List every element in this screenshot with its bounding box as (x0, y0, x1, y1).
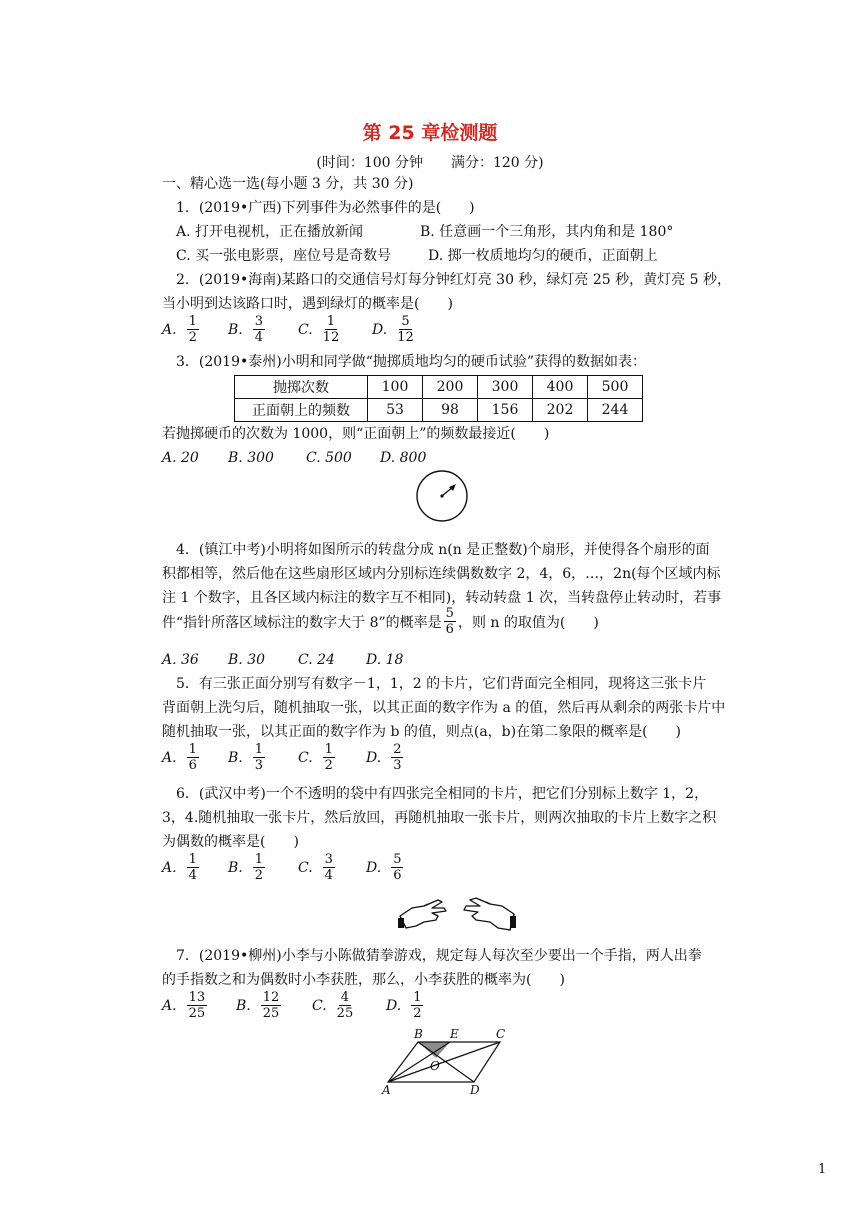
section-heading: 一、精心选一选(每小题 3 分，共 30 分) (162, 176, 414, 192)
q3-table (234, 375, 643, 422)
q4-line1: 4．(镇江中考)小明将如图所示的转盘分成 n(n 是正整数)个扇形，并使得各个扇形的面 (176, 542, 710, 558)
page-subtitle: (时间：100 分钟 满分：120 分) (316, 155, 544, 171)
q4-option-b: B. 30 (228, 652, 266, 668)
table-cell: 98 (423, 399, 478, 422)
q1-option-b: B. 任意画一个三角形，其内角和是 180° (420, 224, 674, 240)
table-cell: 300 (478, 376, 533, 399)
q7-line1: 7．(2019•柳州)小李与小陈做猜拳游戏，规定每人每次至少要出一个手指，两人出拳 (176, 948, 702, 964)
q7-option-d: D. $\frac{1}{2}$ (386, 990, 422, 1021)
q3-option-d: D. 800 (380, 450, 427, 466)
table-cell: 244 (588, 399, 643, 422)
label-c: C (496, 1027, 506, 1041)
q1-option-d: D. 掷一枚质地均匀的硬币，正面朝上 (428, 248, 658, 264)
q4-line4: 件“指针所落区域标注的数字大于 8”的概率是 $\frac{5}{6}$ ，则 n 的取值为( ) (162, 606, 599, 637)
q2-option-b: B. $\frac{3}{4}$ (228, 314, 264, 345)
label-b: B (414, 1027, 423, 1041)
table-row (235, 399, 643, 422)
hands-illustration (398, 894, 516, 938)
q4-option-d: D. 18 (366, 652, 404, 668)
page-number: 1 (818, 1162, 827, 1177)
label-a: A (382, 1083, 391, 1096)
label-e: E (450, 1027, 459, 1041)
q4-line3: 注 1 个数字，且各区域内标注的数字互不相同)，转动转盘 1 次，当转盘停止转动时，若事 (162, 590, 722, 606)
table-cell: 正面朝上的频数 (235, 399, 368, 422)
q1-stem: 1．(2019•广西)下列事件为必然事件的是( ) (176, 200, 475, 216)
q6-option-a: A. $\frac{1}{4}$ (162, 852, 197, 883)
parallelogram-figure (376, 1026, 516, 1096)
q6-option-c: C. $\frac{3}{4}$ (298, 852, 333, 883)
table-cell: 156 (478, 399, 533, 422)
q1-option-a: A. 打开电视机，正在播放新闻 (176, 224, 364, 240)
q6-line2: 3，4.随机抽取一张卡片，然后放回，再随机抽取一张卡片，则两次抽取的卡片上数字之积 (162, 810, 717, 826)
q3-option-a: A. 20 (162, 450, 199, 466)
q6-option-b: B. $\frac{1}{2}$ (228, 852, 264, 883)
q5-line1: 5．有三张正面分别写有数字－1，1，2 的卡片，它们背面完全相同，现将这三张卡片 (176, 676, 707, 692)
q7-option-a: A. $\frac{13}{25}$ (162, 990, 206, 1021)
q6-line1: 6．(武汉中考)一个不透明的袋中有四张完全相同的卡片，把它们分别标上数字 1，2， (176, 786, 709, 802)
q5-option-a: A. $\frac{1}{6}$ (162, 742, 197, 773)
q2-line2: 当小明到达该路口时，遇到绿灯的概率是( ) (162, 296, 453, 312)
q5-option-c: C. $\frac{1}{2}$ (298, 742, 333, 773)
table-cell: 抛掷次数 (235, 376, 368, 399)
q6-line3: 为偶数的概率是( ) (162, 834, 299, 850)
q2-option-a: A. $\frac{1}{2}$ (162, 314, 197, 345)
q5-option-d: D. $\frac{2}{3}$ (366, 742, 402, 773)
table-cell: 400 (533, 376, 588, 399)
label-o: O (430, 1059, 440, 1073)
table-cell: 500 (588, 376, 643, 399)
q5-option-b: B. $\frac{1}{3}$ (228, 742, 264, 773)
label-d: D (470, 1083, 480, 1096)
spinner-figure (414, 468, 470, 524)
q4-option-a: A. 36 (162, 652, 199, 668)
q6-option-d: D. $\frac{5}{6}$ (366, 852, 402, 883)
table-cell: 100 (368, 376, 423, 399)
page-title: 第 25 章检测题 (362, 122, 498, 144)
q3-option-b: B. 300 (228, 450, 274, 466)
q4-option-c: C. 24 (298, 652, 335, 668)
q4-line2: 积都相等，然后他在这些扇形区域内分别标连续偶数数字 2，4，6，…，2n(每个区域内标 (162, 566, 721, 582)
q3-stem: 3．(2019•泰州)小明和同学做“抛掷质地均匀的硬币试验”获得的数据如表： (176, 354, 647, 370)
q1-option-c: C. 买一张电影票，座位号是奇数号 (176, 248, 392, 264)
q5-line2: 背面朝上洗匀后，随机抽取一张，以其正面的数字作为 a 的值，然后再从剩余的两张卡片中 (162, 700, 726, 716)
q2-option-c: C. $\frac{1}{12}$ (298, 314, 340, 345)
q2-option-d: D. $\frac{5}{12}$ (372, 314, 414, 345)
table-row (235, 376, 643, 399)
table-cell: 53 (368, 399, 423, 422)
q2-line1: 2．(2019•海南)某路口的交通信号灯每分钟红灯亮 30 秒，绿灯亮 25 秒，黄灯亮 5 秒， (176, 272, 731, 288)
q3-line2: 若抛掷硬币的次数为 1000，则“正面朝上”的频数最接近( ) (162, 426, 550, 442)
table-cell: 200 (423, 376, 478, 399)
table-cell: 202 (533, 399, 588, 422)
q3-option-c: C. 500 (306, 450, 352, 466)
q5-line3: 随机抽取一张，以其正面的数字作为 b 的值，则点(a，b)在第二象限的概率是( ) (162, 724, 682, 740)
q7-option-b: B. $\frac{12}{25}$ (236, 990, 280, 1021)
q7-option-c: C. $\frac{4}{25}$ (312, 990, 354, 1021)
q7-line2: 的手指数之和为偶数时小李获胜，那么，小李获胜的概率为( ) (162, 972, 565, 988)
